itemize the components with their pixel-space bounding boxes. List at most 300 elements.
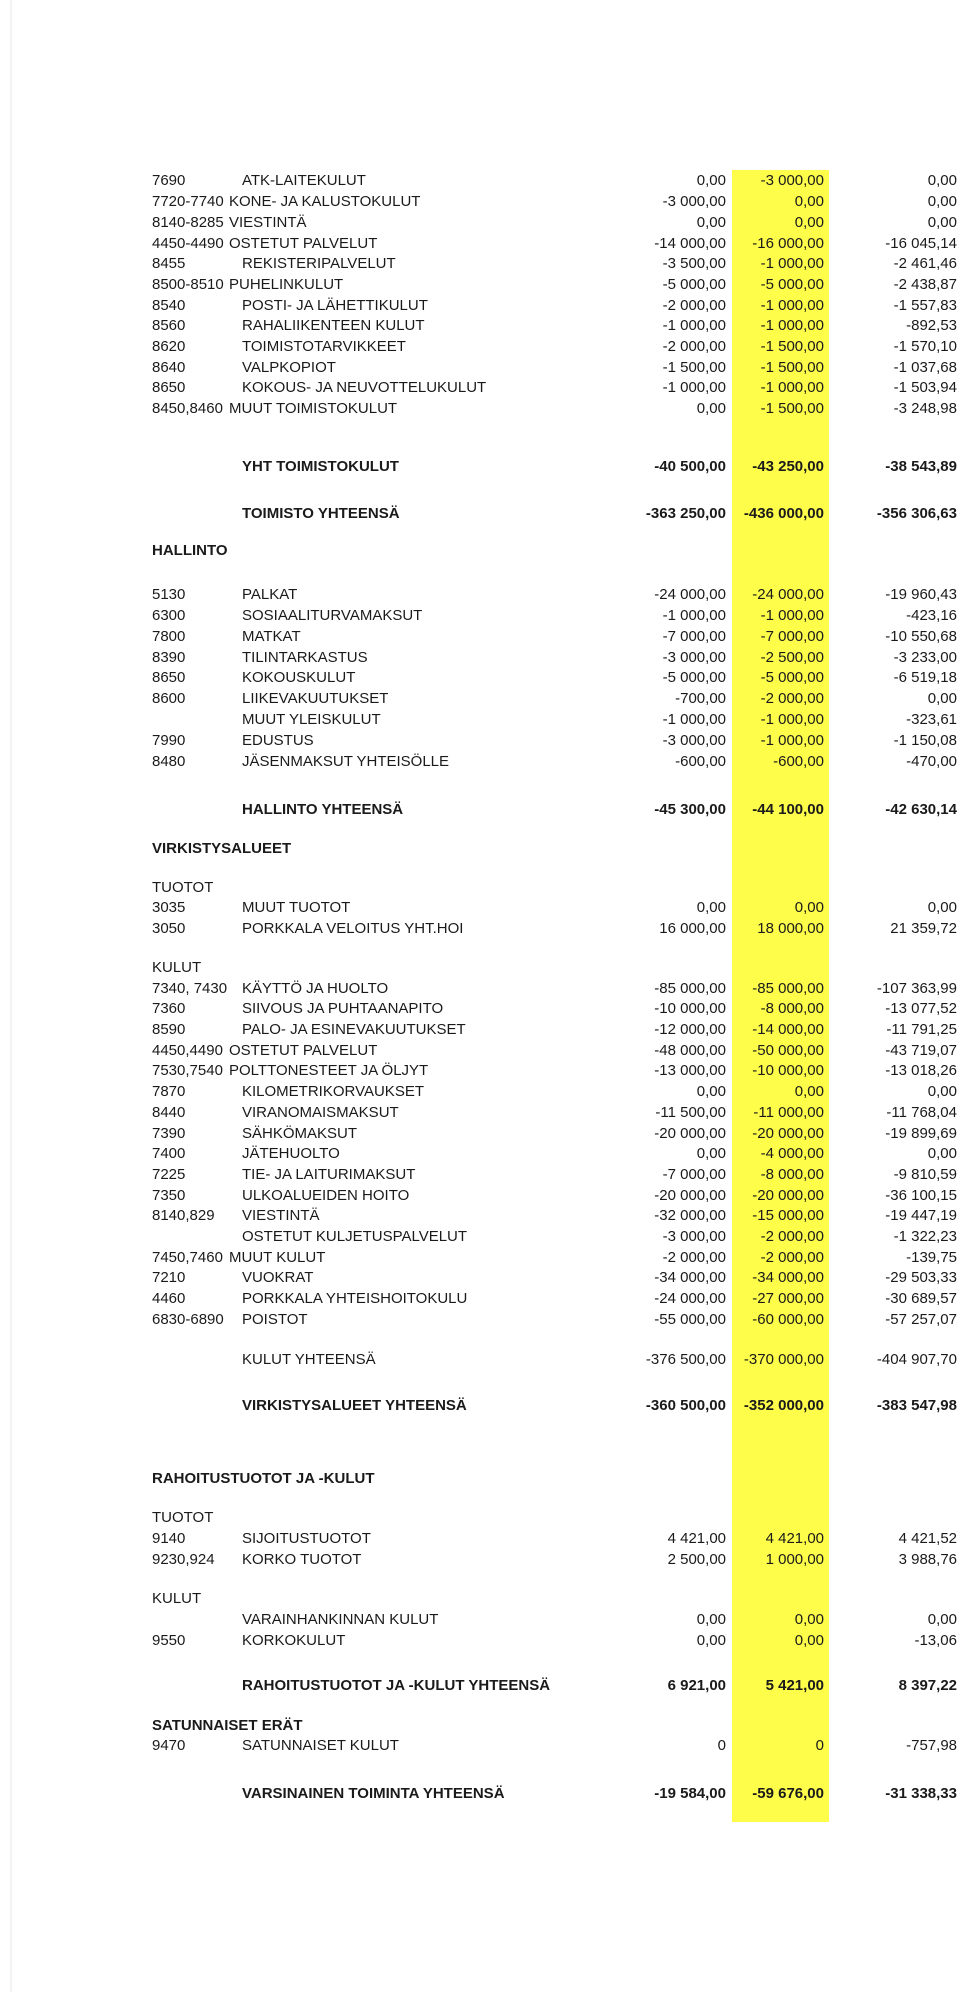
account-code: 7350 [152,1187,186,1204]
account-code: 9470 [152,1737,186,1754]
row-label: VALPKOPIOT [242,359,336,376]
row-label: RAHALIIKENTEEN KULUT [242,317,425,334]
table-row [0,399,960,419]
account-code: 8640 [152,359,186,376]
row-label: KÄYTTÖ JA HUOLTO [242,980,389,997]
value-actual: -404 907,70 [876,1351,957,1368]
value-budget: -20 000,00 [654,1125,726,1142]
table-row [0,378,960,398]
value-actual: 0,00 [927,1083,957,1100]
value-proposed: -370 000,00 [743,1351,824,1368]
table-row [0,1061,960,1081]
value-budget: -3 000,00 [662,193,726,210]
account-code: 8650 [152,379,186,396]
value-proposed: 0,00 [794,1632,824,1649]
value-actual: -13 018,26 [885,1062,957,1079]
value-proposed: -3 000,00 [760,172,824,189]
subheading-kulut-text: KULUT [152,959,202,976]
value-budget: -14 000,00 [654,235,726,252]
value-actual: 0,00 [927,690,957,707]
account-code: 7360 [152,1000,186,1017]
subheading-tuotot-text: TUOTOT [152,879,214,896]
account-code: 3050 [152,920,186,937]
value-proposed: -59 676,00 [752,1785,824,1802]
value-proposed: -1 500,00 [760,359,824,376]
subheading-kulut-rahoitus-text: KULUT [152,1590,202,1607]
toimisto-yhteensa-row [0,504,960,524]
value-proposed: -24 000,00 [752,586,824,603]
row-label: PALO- JA ESINEVAKUUTUKSET [242,1021,466,1038]
row-label: SATUNNAISET KULUT [242,1737,399,1754]
table-row [0,1248,960,1268]
row-label: SÄHKÖMAKSUT [242,1125,358,1142]
row-label: OSTETUT PALVELUT [229,235,378,252]
table-row [0,627,960,647]
table-row [0,919,960,939]
value-actual: -9 810,59 [893,1166,957,1183]
account-code: 7400 [152,1145,186,1162]
account-code: 9230,924 [152,1551,215,1568]
value-proposed: 4 421,00 [765,1530,824,1547]
value-actual: -36 100,15 [885,1187,957,1204]
account-code: 4450-4490 [152,235,224,252]
value-actual: -13,06 [914,1632,957,1649]
account-code: 8500-8510 [152,276,224,293]
rahoitus-total-row [0,1676,960,1696]
row-label: POISTOT [242,1311,308,1328]
value-budget: -12 000,00 [654,1021,726,1038]
row-label: VARAINHANKINNAN KULUT [242,1611,439,1628]
section-heading-satunnaiset-text: SATUNNAISET ERÄT [152,1717,303,1734]
value-budget: -55 000,00 [654,1311,726,1328]
account-code: 8440 [152,1104,186,1121]
value-budget: -3 000,00 [662,649,726,666]
table-row [0,316,960,336]
table-row [0,1610,960,1630]
account-code: 3035 [152,899,186,916]
table-row [0,1550,960,1570]
table-row [0,668,960,688]
table-row [0,752,960,772]
table-row [0,192,960,212]
value-budget: -3 000,00 [662,732,726,749]
subheading-tuotot [0,878,960,898]
value-actual: -10 550,68 [885,628,957,645]
table-row [0,1529,960,1549]
row-label: EDUSTUS [242,732,314,749]
row-label: VIRANOMAISMAKSUT [242,1104,399,1121]
table-row [0,296,960,316]
value-proposed: 0,00 [794,1083,824,1100]
table-row [0,1186,960,1206]
value-actual: 0,00 [927,1145,957,1162]
value-actual: -470,00 [906,753,957,770]
yht-toimistokulut-row [0,457,960,477]
row-label: YHT TOIMISTOKULUT [242,458,399,475]
value-proposed: -2 000,00 [760,1249,824,1266]
row-label: MATKAT [242,628,301,645]
row-label: HALLINTO YHTEENSÄ [242,801,404,818]
value-proposed: -1 000,00 [760,297,824,314]
table-row [0,648,960,668]
value-proposed: -14 000,00 [752,1021,824,1038]
value-actual: -11 791,25 [886,1021,957,1038]
value-actual: 0,00 [927,899,957,916]
table-row [0,1736,960,1756]
section-heading-virkistys [0,839,960,859]
value-proposed: -4 000,00 [760,1145,824,1162]
value-proposed: -1 000,00 [760,317,824,334]
final-total-row [0,1784,960,1804]
table-row [0,999,960,1019]
value-budget: -2 000,00 [662,1249,726,1266]
value-actual: -1 570,10 [893,338,957,355]
value-actual: -13 077,52 [885,1000,957,1017]
value-proposed: -20 000,00 [752,1125,824,1142]
value-actual: -38 543,89 [885,458,957,475]
account-code: 5130 [152,586,186,603]
table-row [0,1289,960,1309]
table-row [0,1041,960,1061]
table-row [0,1206,960,1226]
account-code: 9140 [152,1530,186,1547]
account-code: 7340, 7430 [152,980,228,997]
row-label: KORKOKULUT [242,1632,346,1649]
value-budget: 4 421,00 [667,1530,726,1547]
value-budget: -7 000,00 [662,1166,726,1183]
value-actual: -3 248,98 [893,400,957,417]
value-proposed: -352 000,00 [743,1397,824,1414]
value-proposed: -60 000,00 [752,1311,824,1328]
table-row [0,1227,960,1247]
table-row [0,275,960,295]
account-code: 8560 [152,317,186,334]
account-code: 8600 [152,690,186,707]
subheading-kulut-rahoitus [0,1589,960,1609]
subheading-tuotot-rahoitus-text: TUOTOT [152,1509,214,1526]
table-row [0,689,960,709]
value-budget: -20 000,00 [654,1187,726,1204]
value-actual: -19 899,69 [885,1125,957,1142]
table-row [0,234,960,254]
value-budget: 0,00 [696,1632,726,1649]
value-budget: -85 000,00 [654,980,726,997]
row-label: SIIVOUS JA PUHTAANAPITO [242,1000,444,1017]
value-proposed: -2 000,00 [760,690,824,707]
account-code: 8455 [152,255,186,272]
account-code: 4460 [152,1290,186,1307]
account-code: 8480 [152,753,186,770]
value-budget: -48 000,00 [654,1042,726,1059]
value-actual: -892,53 [906,317,957,334]
row-label: PORKKALA YHTEISHOITOKULU [242,1290,468,1307]
value-budget: 0,00 [696,1083,726,1100]
table-row [0,731,960,751]
value-actual: -383 547,98 [876,1397,957,1414]
account-code: 7210 [152,1269,186,1286]
value-proposed: -11 000,00 [753,1104,824,1121]
table-row [0,358,960,378]
value-budget: -24 000,00 [654,1290,726,1307]
table-row [0,898,960,918]
value-actual: -139,75 [906,1249,957,1266]
value-proposed: -7 000,00 [760,628,824,645]
value-budget: 0,00 [696,400,726,417]
value-actual: -107 363,99 [876,980,957,997]
value-budget: -1 000,00 [662,379,726,396]
value-budget: 0,00 [696,1145,726,1162]
table-row [0,1103,960,1123]
table-row [0,171,960,191]
table-row [0,1082,960,1102]
value-proposed: -1 000,00 [760,732,824,749]
value-budget: -376 500,00 [645,1351,726,1368]
value-actual: 8 397,22 [898,1677,957,1694]
value-proposed: -1 500,00 [760,338,824,355]
row-label: KORKO TUOTOT [242,1551,362,1568]
row-label: JÄSENMAKSUT YHTEISÖLLE [242,753,450,770]
value-proposed: 1 000,00 [765,1551,824,1568]
value-budget: 0,00 [696,1611,726,1628]
row-label: KOKOUSKULUT [242,669,356,686]
value-actual: -42 630,14 [885,801,957,818]
value-actual: 0,00 [927,193,957,210]
value-actual: -6 519,18 [893,669,957,686]
value-proposed: -8 000,00 [760,1000,824,1017]
value-actual: -11 768,04 [886,1104,957,1121]
row-label: REKISTERIPALVELUT [242,255,396,272]
value-budget: 0,00 [696,214,726,231]
value-proposed: 0 [815,1737,824,1754]
table-row [0,1124,960,1144]
account-code: 7870 [152,1083,186,1100]
value-proposed: -1 000,00 [760,379,824,396]
value-proposed: -2 000,00 [760,1228,824,1245]
value-budget: 6 921,00 [667,1677,726,1694]
row-label: PORKKALA VELOITUS YHT.HOI [242,920,464,937]
account-code: 4450,4490 [152,1042,223,1059]
value-actual: -1 322,23 [893,1228,957,1245]
value-proposed: -2 500,00 [760,649,824,666]
subheading-kulut [0,958,960,978]
value-budget: -11 500,00 [655,1104,726,1121]
table-row [0,606,960,626]
value-actual: -30 689,57 [885,1290,957,1307]
row-label: KONE- JA KALUSTOKULUT [229,193,421,210]
row-label: PALKAT [242,586,298,603]
value-actual: -1 150,08 [893,732,957,749]
value-budget: -1 000,00 [662,711,726,728]
virkistys-total-row [0,1396,960,1416]
value-actual: -31 338,33 [885,1785,957,1802]
value-actual: -3 233,00 [893,649,957,666]
value-budget: -3 500,00 [662,255,726,272]
table-row [0,710,960,730]
table-row [0,979,960,999]
value-proposed: -5 000,00 [760,276,824,293]
value-budget: 2 500,00 [667,1551,726,1568]
value-actual: -1 037,68 [893,359,957,376]
value-actual: -29 503,33 [885,1269,957,1286]
value-proposed: 0,00 [794,214,824,231]
row-label: VIESTINTÄ [229,214,307,231]
value-actual: -1 503,94 [893,379,957,396]
value-actual: -19 447,19 [885,1207,957,1224]
account-code: 8620 [152,338,186,355]
value-budget: -3 000,00 [662,1228,726,1245]
account-code: 8540 [152,297,186,314]
value-actual: -757,98 [906,1737,957,1754]
value-budget: -7 000,00 [662,628,726,645]
value-actual: -356 306,63 [876,505,957,522]
section-heading-virkistys-text: VIRKISTYSALUEET [152,840,292,857]
kulut-total-row [0,1350,960,1370]
row-label: TIE- JA LAITURIMAKSUT [242,1166,416,1183]
value-budget: -5 000,00 [662,669,726,686]
row-label: LIIKEVAKUUTUKSET [242,690,389,707]
row-label: MUUT TUOTOT [242,899,351,916]
row-label: JÄTEHUOLTO [242,1145,340,1162]
value-actual: -423,16 [906,607,957,624]
value-budget: -1 000,00 [662,607,726,624]
account-code: 8450,8460 [152,400,223,417]
value-budget: -1 000,00 [662,317,726,334]
account-code: 6830-6890 [152,1311,224,1328]
value-budget: -2 000,00 [662,338,726,355]
value-proposed: -1 000,00 [760,711,824,728]
account-code: 7390 [152,1125,186,1142]
value-proposed: -34 000,00 [752,1269,824,1286]
value-budget: -32 000,00 [654,1207,726,1224]
row-label: MUUT YLEISKULUT [242,711,381,728]
account-code: 7450,7460 [152,1249,223,1266]
value-budget: -13 000,00 [654,1062,726,1079]
value-actual: 3 988,76 [898,1551,957,1568]
row-label: ATK-LAITEKULUT [242,172,366,189]
row-label: KULUT YHTEENSÄ [242,1351,376,1368]
value-proposed: 0,00 [794,1611,824,1628]
value-budget: -1 500,00 [662,359,726,376]
value-proposed: 5 421,00 [765,1677,824,1694]
row-label: KILOMETRIKORVAUKSET [242,1083,424,1100]
value-proposed: -50 000,00 [752,1042,824,1059]
value-proposed: -85 000,00 [752,980,824,997]
value-proposed: -20 000,00 [752,1187,824,1204]
section-heading-rahoitus-text: RAHOITUSTUOTOT JA -KULUT [152,1470,375,1487]
value-proposed: 0,00 [794,899,824,916]
value-budget: -5 000,00 [662,276,726,293]
value-actual: -57 257,07 [885,1311,957,1328]
account-code: 8140,829 [152,1207,215,1224]
value-actual: -323,61 [906,711,957,728]
account-code: 8650 [152,669,186,686]
value-actual: -1 557,83 [893,297,957,314]
account-code: 7225 [152,1166,186,1183]
value-proposed: -16 000,00 [752,235,824,252]
value-actual: 0,00 [927,172,957,189]
table-row [0,213,960,233]
value-actual: 0,00 [927,214,957,231]
hallinto-total-row [0,800,960,820]
value-actual: -19 960,43 [885,586,957,603]
value-proposed: 18 000,00 [757,920,824,937]
table-row [0,1144,960,1164]
value-budget: 0 [717,1737,726,1754]
value-actual: -16 045,14 [885,235,957,252]
row-label: OSTETUT KULJETUSPALVELUT [242,1228,468,1245]
value-budget: -2 000,00 [662,297,726,314]
value-actual: 0,00 [927,1611,957,1628]
value-budget: -10 000,00 [654,1000,726,1017]
account-code: 7990 [152,732,186,749]
table-row [0,1020,960,1040]
table-row [0,254,960,274]
value-budget: -45 300,00 [654,801,726,818]
section-heading-hallinto [0,541,960,561]
value-actual: 4 421,52 [898,1530,957,1547]
row-label: POLTTONESTEET JA ÖLJYT [229,1062,429,1079]
table-row [0,1310,960,1330]
value-budget: -360 500,00 [645,1397,726,1414]
value-proposed: -44 100,00 [752,801,824,818]
value-budget: 16 000,00 [659,920,726,937]
value-budget: -34 000,00 [654,1269,726,1286]
account-code: 7800 [152,628,186,645]
account-code: 7720-7740 [152,193,224,210]
section-heading-rahoitus [0,1469,960,1489]
section-heading-hallinto-text: HALLINTO [152,542,228,559]
value-proposed: -43 250,00 [752,458,824,475]
section-heading-satunnaiset [0,1716,960,1736]
value-proposed: -27 000,00 [752,1290,824,1307]
value-proposed: -600,00 [773,753,824,770]
row-label: TILINTARKASTUS [242,649,368,666]
row-label: PUHELINKULUT [229,276,344,293]
value-proposed: -1 000,00 [760,607,824,624]
value-proposed: -436 000,00 [743,505,824,522]
value-budget: 0,00 [696,172,726,189]
account-code: 9550 [152,1632,186,1649]
row-label: RAHOITUSTUOTOT JA -KULUT YHTEENSÄ [242,1677,551,1694]
value-budget: -24 000,00 [654,586,726,603]
row-label: VIESTINTÄ [242,1207,320,1224]
account-code: 8390 [152,649,186,666]
table-row [0,1165,960,1185]
row-label: POSTI- JA LÄHETTIKULUT [242,297,428,314]
table-row [0,1631,960,1651]
subheading-tuotot-rahoitus [0,1508,960,1528]
row-label: MUUT TOIMISTOKULUT [229,400,398,417]
value-proposed: -8 000,00 [760,1166,824,1183]
row-label: VARSINAINEN TOIMINTA YHTEENSÄ [242,1785,505,1802]
row-label: TOIMISTOTARVIKKEET [242,338,406,355]
value-actual: -2 461,46 [893,255,957,272]
value-budget: -19 584,00 [654,1785,726,1802]
row-label: VIRKISTYSALUEET YHTEENSÄ [242,1397,467,1414]
row-label: KOKOUS- JA NEUVOTTELUKULUT [242,379,487,396]
value-budget: -363 250,00 [645,505,726,522]
value-budget: -600,00 [675,753,726,770]
value-actual: 21 359,72 [890,920,957,937]
value-proposed: -15 000,00 [752,1207,824,1224]
table-row [0,1268,960,1288]
value-proposed: -1 500,00 [760,400,824,417]
account-code: 6300 [152,607,186,624]
row-label: ULKOALUEIDEN HOITO [242,1187,410,1204]
account-code: 8140-8285 [152,214,224,231]
row-label: VUOKRAT [242,1269,314,1286]
value-actual: -43 719,07 [885,1042,957,1059]
